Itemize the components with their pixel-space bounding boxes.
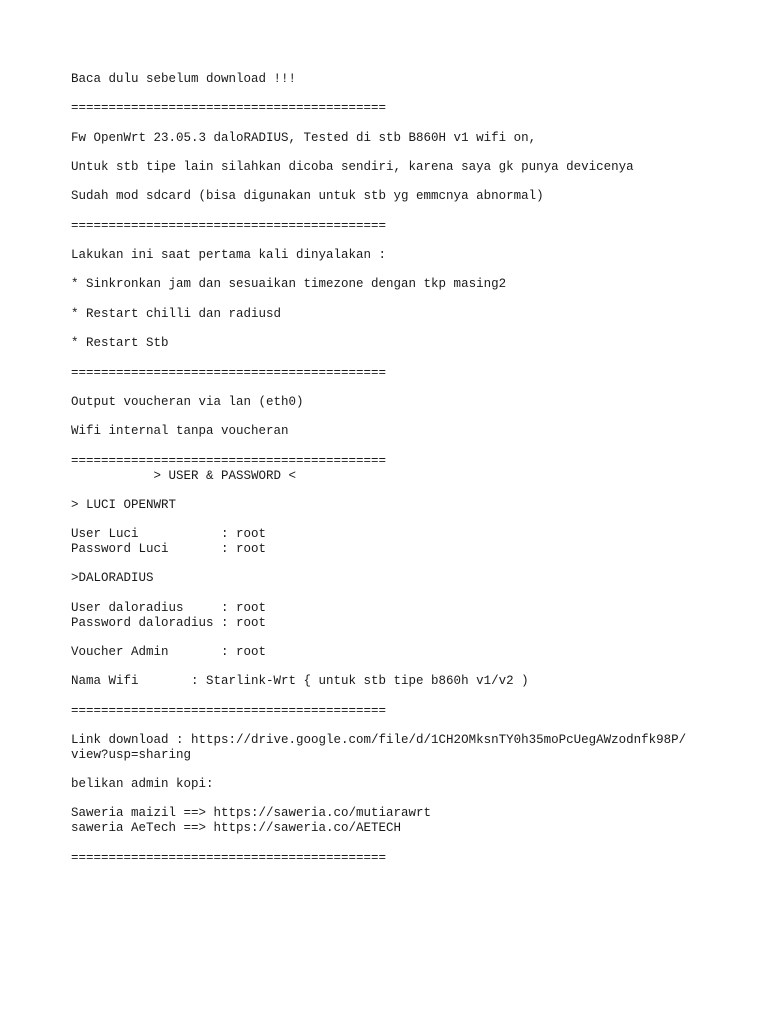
info-line-2: Untuk stb tipe lain silahkan dicoba sendiri, karena saya gk punya devicenya bbox=[71, 160, 634, 174]
daloradius-heading: >DALORADIUS bbox=[71, 571, 154, 585]
first-boot-step-1: * Sinkronkan jam dan sesuaikan timezone dengan tkp masing2 bbox=[71, 277, 507, 291]
separator-line: ========================================== bbox=[71, 454, 387, 468]
intro-text: Baca dulu sebelum download !!! bbox=[71, 72, 297, 86]
saweria-link-2: saweria AeTech ==> https://saweria.co/AETECH bbox=[71, 821, 402, 835]
download-link-line-1: Link download : https://drive.google.com/file/d/1CH2OMksnTY0h35moPcUegAWzodnfk98P/ bbox=[71, 733, 687, 747]
first-boot-step-3: * Restart Stb bbox=[71, 336, 169, 350]
network-line-1: Output voucheran via lan (eth0) bbox=[71, 395, 304, 409]
daloradius-password: Password daloradius : root bbox=[71, 616, 267, 630]
info-line-1: Fw OpenWrt 23.05.3 daloRADIUS, Tested di stb B860H v1 wifi on, bbox=[71, 131, 537, 145]
luci-heading: > LUCI OPENWRT bbox=[71, 498, 177, 512]
saweria-link-1: Saweria maizil ==> https://saweria.co/mutiarawrt bbox=[71, 806, 432, 820]
network-line-2: Wifi internal tanpa voucheran bbox=[71, 424, 289, 438]
support-heading: belikan admin kopi: bbox=[71, 777, 214, 791]
voucher-admin: Voucher Admin : root bbox=[71, 645, 267, 659]
luci-password: Password Luci : root bbox=[71, 542, 267, 556]
credentials-heading: > USER & PASSWORD < bbox=[71, 469, 297, 483]
luci-user: User Luci : root bbox=[71, 527, 267, 541]
wifi-name: Nama Wifi : Starlink-Wrt { untuk stb tipe b860h v1/v2 ) bbox=[71, 674, 529, 688]
separator-line: ========================================== bbox=[71, 101, 387, 115]
info-line-3: Sudah mod sdcard (bisa digunakan untuk stb yg emmcnya abnormal) bbox=[71, 189, 544, 203]
download-link-line-2: view?usp=sharing bbox=[71, 748, 192, 762]
separator-line: ========================================== bbox=[71, 366, 387, 380]
separator-line: ========================================== bbox=[71, 851, 387, 865]
separator-line: ========================================== bbox=[71, 704, 387, 718]
first-boot-heading: Lakukan ini saat pertama kali dinyalakan : bbox=[71, 248, 387, 262]
daloradius-user: User daloradius : root bbox=[71, 601, 267, 615]
first-boot-step-2: * Restart chilli dan radiusd bbox=[71, 307, 282, 321]
separator-line: ========================================== bbox=[71, 219, 387, 233]
